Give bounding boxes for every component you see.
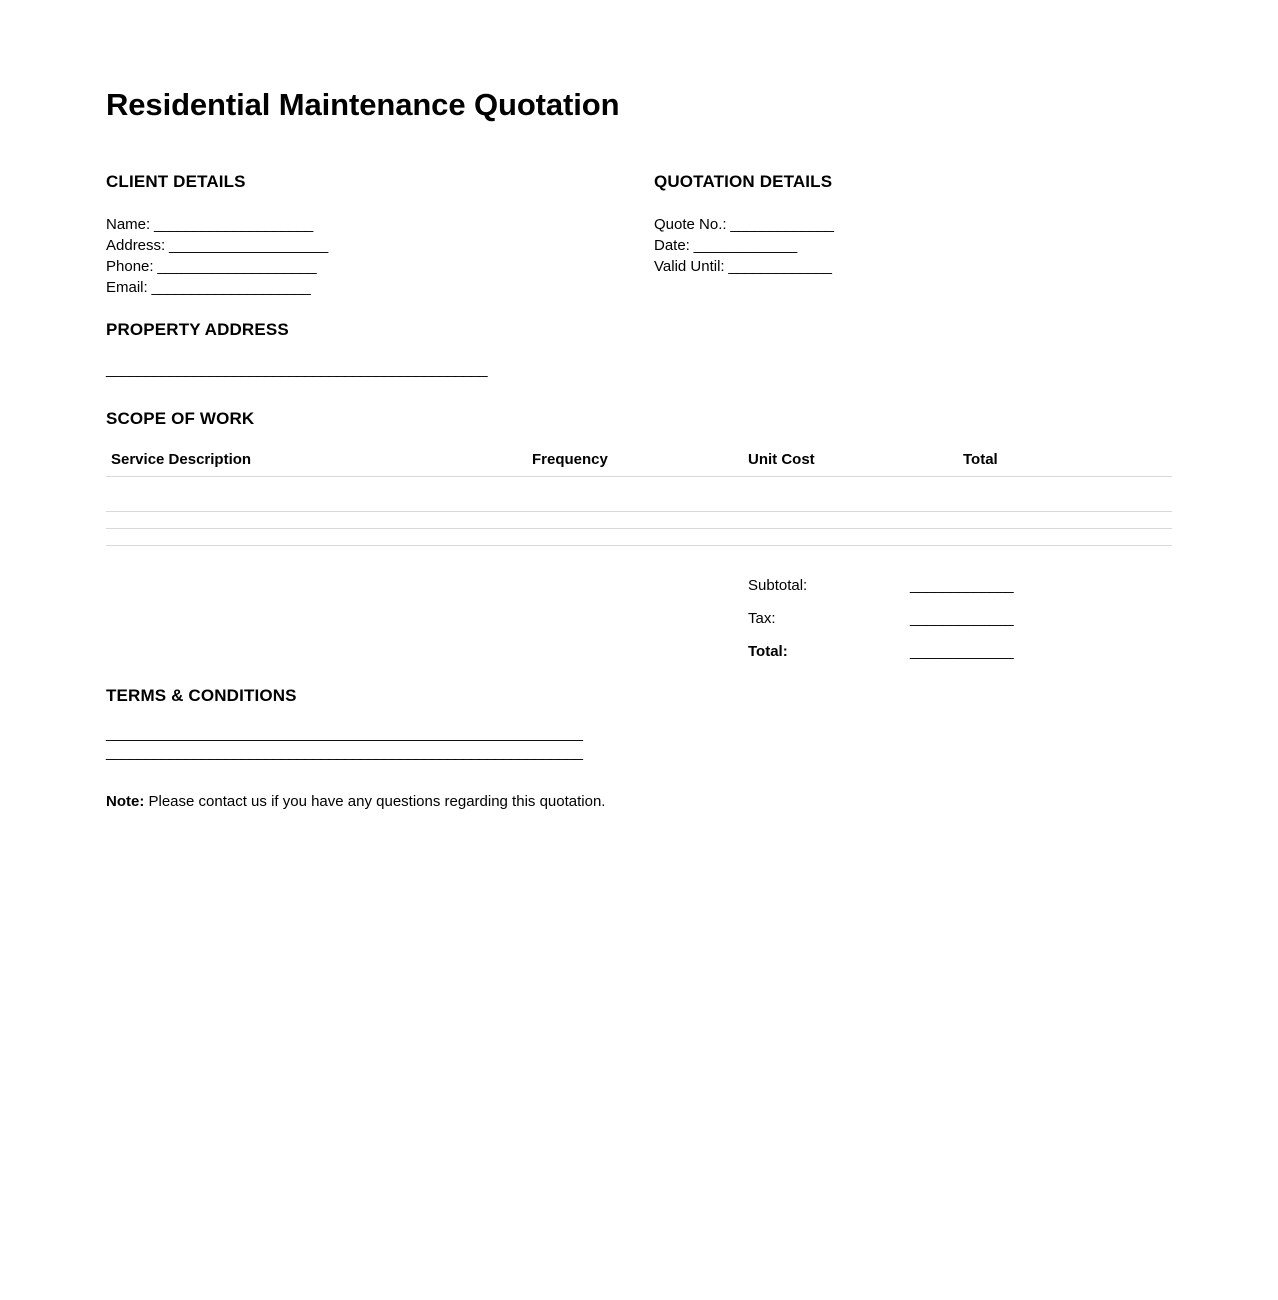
client-email-fill: ____________________ <box>147 279 311 297</box>
quotation-details-section <box>654 172 1154 277</box>
client-details-heading: CLIENT DETAILS <box>106 172 246 192</box>
client-phone-field[interactable] <box>106 256 626 277</box>
grand-total-label: Total: <box>748 643 788 661</box>
quote-number-label: Quote No.: <box>654 216 727 234</box>
tax-label: Tax: <box>748 610 776 628</box>
client-email-label: Email: <box>106 279 148 297</box>
subtotal-label: Subtotal: <box>748 577 808 595</box>
valid-until-label: Valid Until: <box>654 258 725 276</box>
table-row[interactable] <box>106 477 1172 512</box>
column-header-unit-cost: Unit Cost <box>748 451 815 469</box>
subtotal-fill[interactable]: _____________ <box>910 577 1014 595</box>
note-label: Note: <box>106 793 145 811</box>
terms-line-2[interactable]: ____________________________________________________________ <box>106 744 583 762</box>
valid-until-fill: _____________ <box>724 258 832 276</box>
table-row[interactable] <box>106 512 1172 529</box>
client-email-field[interactable] <box>106 277 626 298</box>
tax-row <box>748 609 1168 642</box>
property-address-fill[interactable]: ________________________________________________ <box>106 361 488 379</box>
client-details-fields <box>106 214 626 298</box>
document-content <box>106 88 1172 812</box>
note-body: Please contact us if you have any questions regarding this quotation. <box>144 793 606 811</box>
terms-and-conditions-heading: TERMS & CONDITIONS <box>106 686 297 706</box>
totals-section <box>106 576 1172 672</box>
note-text <box>106 792 1172 812</box>
terms-line-1[interactable]: ____________________________________________________________ <box>106 725 583 743</box>
column-header-frequency: Frequency <box>532 451 608 469</box>
property-address-heading: PROPERTY ADDRESS <box>106 320 289 340</box>
quotation-details-heading: QUOTATION DETAILS <box>654 172 833 192</box>
client-name-label: Name: <box>106 216 151 234</box>
client-address-field[interactable] <box>106 235 626 256</box>
quote-date-field[interactable] <box>654 235 1154 256</box>
table-row[interactable] <box>106 529 1172 546</box>
client-address-label: Address: <box>106 237 166 255</box>
quote-number-field[interactable] <box>654 214 1154 235</box>
header-columns <box>106 172 1172 297</box>
page-title: Residential Maintenance Quotation <box>106 87 620 122</box>
terms-fill-lines <box>106 724 1172 762</box>
client-name-field[interactable] <box>106 214 626 235</box>
property-address-section <box>106 320 1172 379</box>
quote-date-label: Date: <box>654 237 690 255</box>
grand-total-row <box>748 642 1168 675</box>
column-header-service-description: Service Description <box>111 451 252 469</box>
terms-and-conditions-section <box>106 686 1172 762</box>
column-header-total: Total <box>963 451 998 469</box>
client-details-section <box>106 172 626 298</box>
quote-number-fill: _____________ <box>726 216 834 234</box>
quotation-details-fields <box>654 214 1154 277</box>
client-name-fill: ____________________ <box>150 216 313 234</box>
quote-date-fill: _____________ <box>689 237 797 255</box>
valid-until-field[interactable] <box>654 256 1154 277</box>
grand-total-fill[interactable]: _____________ <box>910 643 1014 661</box>
table-header-row <box>106 451 1172 477</box>
subtotal-row <box>748 576 1168 609</box>
client-phone-fill: ____________________ <box>153 258 317 276</box>
scope-of-work-heading: SCOPE OF WORK <box>106 409 255 429</box>
client-address-fill: ____________________ <box>165 237 328 255</box>
scope-of-work-table <box>106 451 1172 546</box>
tax-fill[interactable]: _____________ <box>910 610 1014 628</box>
client-phone-label: Phone: <box>106 258 154 276</box>
scope-of-work-section <box>106 409 1172 546</box>
